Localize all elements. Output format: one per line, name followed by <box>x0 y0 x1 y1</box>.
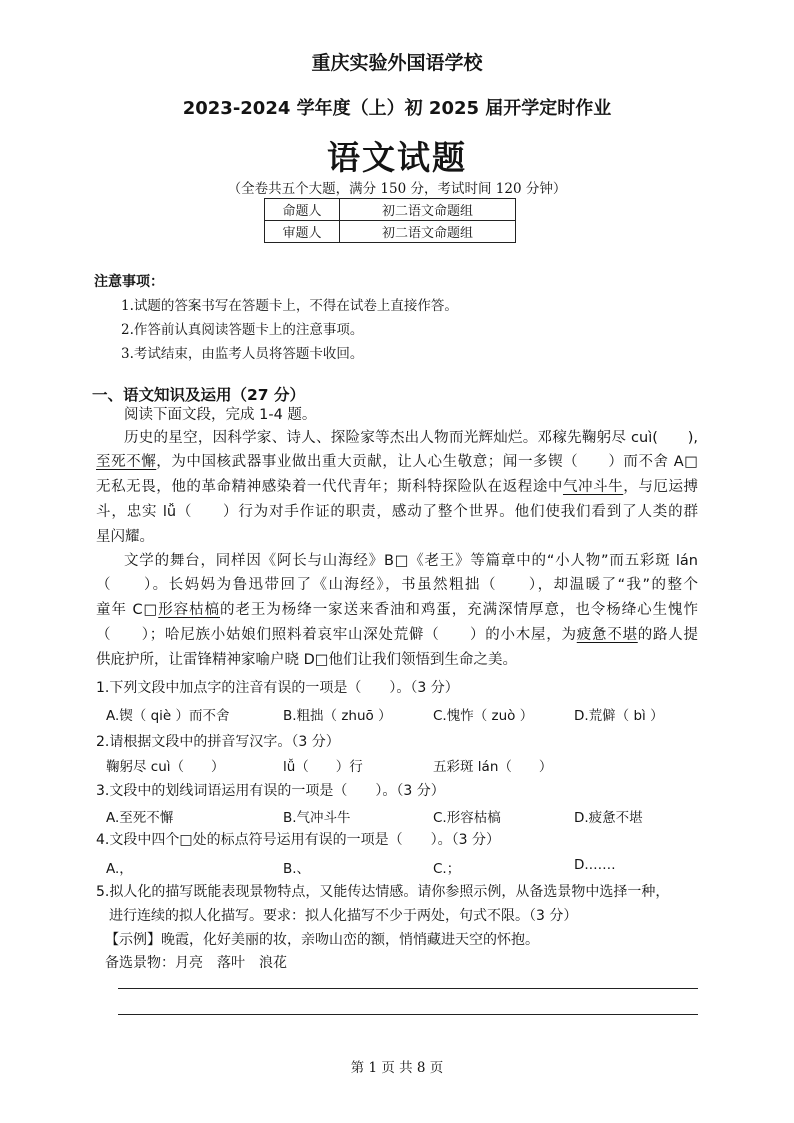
option-c: C.； <box>433 861 461 877</box>
question-2: 2.请根据文段中的拼音写汉字。（3 分） <box>96 734 340 750</box>
section-title: 一、语文知识及运用（27 分） <box>92 386 305 404</box>
passage-line: 无私无畏，他的革命精神感染着一代代青年；斯科特探险队在返程途中气冲斗牛，与厄运搏 <box>96 479 699 495</box>
answer-line[interactable] <box>118 1014 698 1015</box>
table-row <box>265 199 516 221</box>
term-title: 2023-2024 学年度（上）初 2025 届开学定时作业 <box>182 98 612 119</box>
question-3: 3.文段中的划线词语运用有误的一项是（ ）。（3 分） <box>96 783 445 799</box>
option-b: B.气冲斗牛 <box>283 810 351 826</box>
passage-line: 至死不懈，为中国核武器事业做出重大贡献，让人心生敬意；闻一多锲（ ）而不舍 A□ <box>96 454 698 470</box>
option-d: D.疲惫不堪 <box>574 810 643 826</box>
passage-line: 文学的舞台，同样因《阿长与山海经》B□《老王》等篇章中的“小人物”而五彩斑 lán <box>124 553 698 569</box>
passage-line: 供庇护所，让雷锋精神家喻户晓 D□他们让我们领悟到生命之美。 <box>96 652 517 668</box>
option-a: A.， <box>106 861 133 877</box>
scenery-choices: 备选景物：月亮 落叶 浪花 <box>105 955 287 971</box>
underlined-phrase: 气冲斗牛 <box>562 479 624 495</box>
passage-line: 斗，忠实 lǚ（ ）行为对手作证的职责，感动了整个世界。他们使我们看到了人类的群 <box>96 504 698 520</box>
option-d: D.荒僻（ bì ） <box>574 708 664 724</box>
setter-name: 初二语文命题组 <box>340 199 516 221</box>
question-1: 1.下列文段中加点字的注音有误的一项是（ ）。（3 分） <box>96 680 459 696</box>
exam-title: 语文试题 <box>327 138 467 177</box>
example-text: 【示例】晚霞，化好美丽的妆，亲吻山峦的额，悄悄藏进天空的怀抱。 <box>105 932 539 948</box>
blank-item: lǚ（ ）行 <box>283 759 363 775</box>
reviewer-role: 审题人 <box>265 221 340 243</box>
passage-intro: 阅读下面文段，完成 1-4 题。 <box>124 407 317 423</box>
question-5-requirement: 进行连续的拟人化描写。要求：拟人化描写不少于两处，句式不限。（3 分） <box>109 908 578 924</box>
notice-item: 1.试题的答案书写在答题卡上，不得在试卷上直接作答。 <box>121 298 458 314</box>
option-c: C.形容枯槁 <box>433 810 501 826</box>
question-4: 4.文段中四个□处的标点符号运用有误的一项是（ ）。（3 分） <box>96 832 500 848</box>
blank-item: 五彩斑 lán（ ） <box>433 759 553 775</box>
page-number: 第 1 页 共 8 页 <box>350 1060 444 1076</box>
passage-line: 童年 C□形容枯槁的老王为杨绛一家送来香油和鸡蛋，充满深情厚意，也令杨绛心生愧怍 <box>96 602 699 618</box>
question-5: 5.拟人化的描写既能表现景物特点，又能传达情感。请你参照示例，从备选景物中选择一种， <box>96 884 670 900</box>
passage-line: 历史的星空，因科学家、诗人、探险家等杰出人物而光辉灿烂。邓稼先鞠躬尽 cuì( ), <box>124 430 698 446</box>
underlined-phrase: 疲惫不堪 <box>576 627 638 643</box>
exam-info: （全卷共五个大题，满分 150 分，考试时间 120 分钟） <box>227 181 567 197</box>
reviewer-name: 初二语文命题组 <box>340 221 516 243</box>
blank-item: 鞠躬尽 cuì（ ） <box>106 759 225 775</box>
notice-title: 注意事项： <box>94 274 164 290</box>
school-name: 重庆实验外国语学校 <box>311 52 483 74</box>
underlined-phrase: 形容枯槁 <box>158 602 220 618</box>
underlined-phrase: 至死不懈 <box>96 454 157 470</box>
option-b: B.、 <box>283 861 311 877</box>
notice-item: 2.作答前认真阅读答题卡上的注意事项。 <box>121 322 364 338</box>
notice-item: 3.考试结束，由监考人员将答题卡收回。 <box>121 346 364 362</box>
passage-line: （ ）。长妈妈为鲁迅带回了《山海经》，书虽然粗拙（ ），却温暖了“我”的整个 <box>96 577 698 593</box>
option-a: A.锲（ qiè ）而不舍 <box>106 708 230 724</box>
passage-line: 星闪耀。 <box>96 529 154 545</box>
table-row <box>265 221 516 243</box>
option-c: C.愧怍（ zuò ） <box>433 708 534 724</box>
answer-line[interactable] <box>118 988 698 989</box>
setter-role: 命题人 <box>265 199 340 221</box>
option-d: D.…… <box>574 857 616 873</box>
option-b: B.粗拙（ zhuō ） <box>283 708 392 724</box>
setters-table <box>264 198 516 243</box>
passage-line: （ ）；哈尼族小姑娘们照料着哀牢山深处荒僻（ ）的小木屋，为疲惫不堪的路人提 <box>96 627 698 643</box>
option-a: A.至死不懈 <box>106 810 174 826</box>
